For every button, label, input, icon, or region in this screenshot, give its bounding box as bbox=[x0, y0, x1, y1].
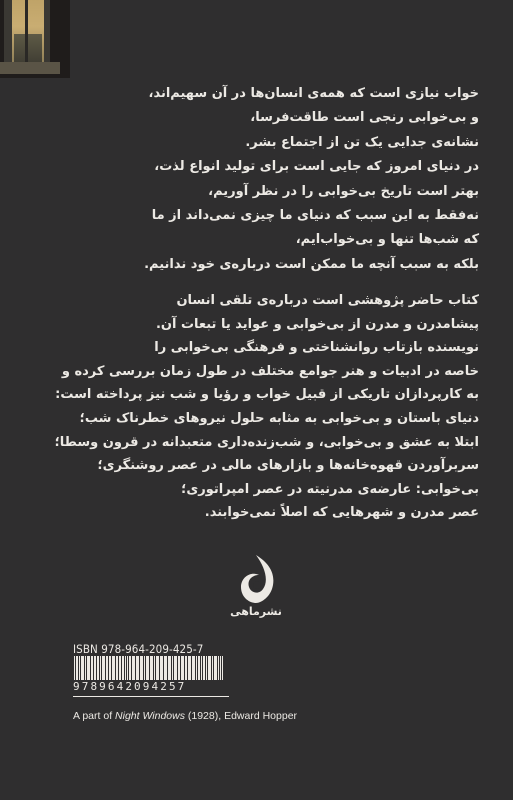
description-line: دنیای باستان و بی‌خوابی به مثابه حلول نیروهای خطرناک شب؛ bbox=[79, 410, 479, 426]
description-line: نویسنده بازتاب روانشناختی و فرهنگی بی‌خوابی را bbox=[154, 340, 479, 356]
back-cover-poem bbox=[34, 82, 479, 277]
description-line: سربرآوردن قهوه‌خانه‌ها و بازارهای مالی در عصر روشنگری؛ bbox=[97, 458, 479, 474]
divider-rule bbox=[73, 696, 229, 697]
barcode-digits: 9789642094257 bbox=[73, 680, 227, 694]
isbn-label: ISBN 978-964-209-425-7 bbox=[73, 642, 204, 656]
description-line: خاصه در ادبیات و هنر جوامع مختلف در طول زمان بررسی کرده و bbox=[61, 363, 479, 379]
window-sill bbox=[0, 62, 60, 74]
description-line: به کارپردازان تاریکی از قبیل خواب و رؤیا و شب نیز پرداخته است: bbox=[55, 387, 479, 403]
publisher-name: نشرماهی bbox=[230, 605, 282, 618]
poem-line: نه‌فقط به این سبب که دنیای ما چیزی نمی‌داند از ما bbox=[151, 207, 479, 223]
credit-suffix: (1928), Edward Hopper bbox=[184, 710, 298, 722]
book-description bbox=[34, 289, 479, 525]
poem-line: خواب نیازی است که همه‌ی انسان‌ها در آن سهیم‌اند، bbox=[148, 86, 479, 101]
description-line: ابتلا به عشق و بی‌خوابی، و شب‌زنده‌داری متعبدانه در قرون وسطا؛ bbox=[54, 434, 479, 450]
poem-line: بلکه به سبب آنچه ما ممکن است درباره‌ی خود ندانیم. bbox=[144, 256, 479, 272]
credit-artwork-title: Night Windows bbox=[115, 710, 185, 722]
poem-line: در دنیای امروز که جایی است برای تولید انواع لذت، bbox=[154, 159, 479, 175]
credit-prefix: A part of bbox=[73, 710, 116, 722]
cover-art-credit bbox=[73, 710, 297, 722]
window-mullion bbox=[25, 0, 28, 66]
night-windows-painting bbox=[0, 0, 70, 78]
poem-line: نشانه‌ی جدایی یک تن از اجتماع بشر. bbox=[245, 134, 479, 150]
description-line: کتاب حاضر پژوهشی است درباره‌ی تلقی انسان bbox=[176, 293, 479, 308]
poem-line: که شب‌ها تنها و بی‌خواب‌ایم، bbox=[295, 232, 479, 248]
poem-line: و بی‌خوابی رنجی است طاقت‌فرسا، bbox=[250, 110, 479, 126]
description-line: عصر مدرن و شهرهایی که اصلاً نمی‌خوابند. bbox=[204, 505, 479, 521]
window-curtain bbox=[14, 34, 42, 64]
poem-line: بهتر است تاریخ بی‌خوابی را در نظر آوریم، bbox=[208, 183, 479, 199]
description-line: بی‌خوابی: عارضه‌ی مدرنیته در عصر امپراتوری؛ bbox=[181, 481, 479, 497]
description-line: پیشامدرن و مدرن از بی‌خوابی و عواید یا تبعات آن. bbox=[155, 316, 479, 332]
